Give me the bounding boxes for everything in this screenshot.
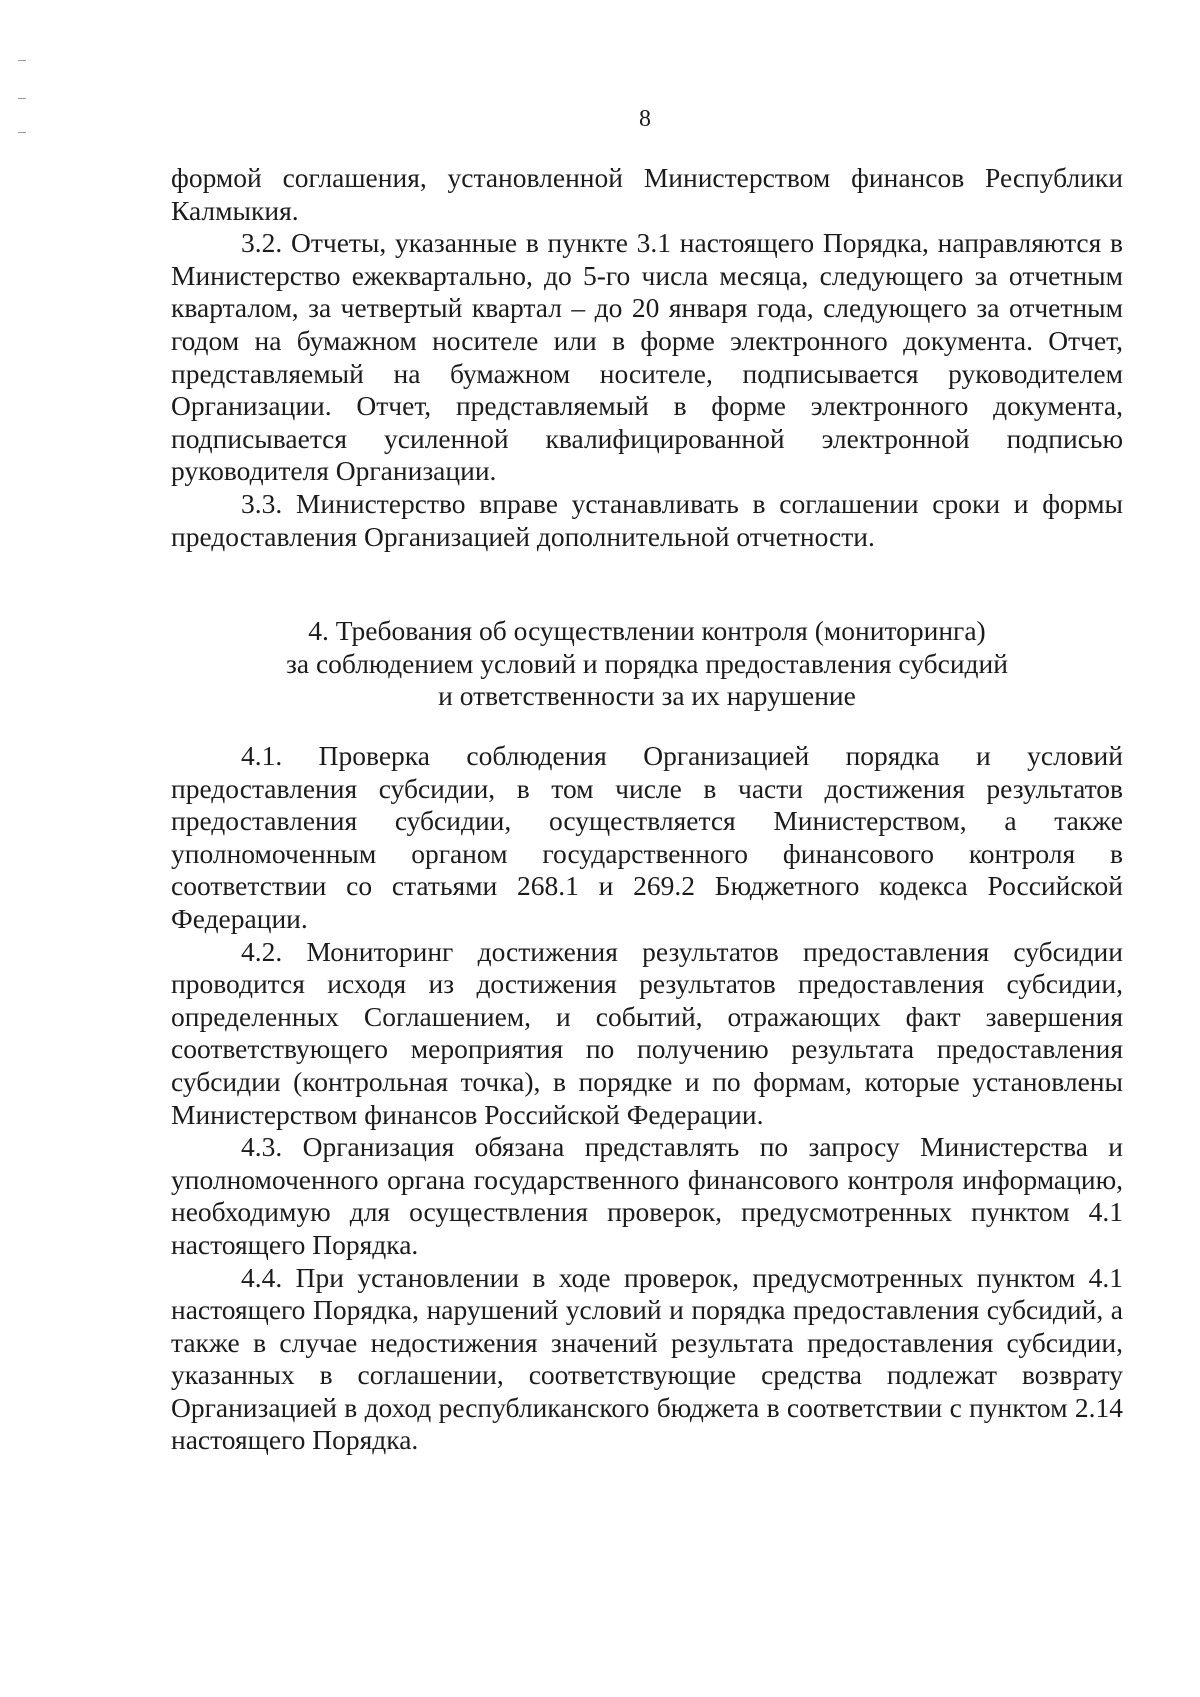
paragraph-4-2: 4.2. Мониторинг достижения результатов предоставления субсидии проводится исходя из достижения результатов предоставления субсидии, определенных Соглашением, и событий, отражающих факт завершения соответствующего мероприятия по получению результата предоставления субсидии (контрольная точка), в порядке и по формам, которые установлены Министерством финансов Российской Федерации. bbox=[171, 935, 1123, 1130]
section-4-body bbox=[171, 740, 1123, 1457]
scan-edge-mark bbox=[18, 60, 26, 61]
paragraph-3-2: 3.2. Отчеты, указанные в пункте 3.1 настоящего Порядка, направляются в Министерство ежеквартально, до 5-го числа месяца, следующего за отчетным кварталом, за четвертый квартал – до 20 января года, следующего за отчетным годом на бумажном носителе или в форме электронного документа. Отчет, представляемый на бумажном носителе, подписывается руководителем Организации. Отчет, представляемый в форме электронного документа, подписывается усиленной квалифицированной электронной подписью руководителя Организации. bbox=[171, 227, 1123, 487]
paragraph-4-4: 4.4. При установлении в ходе проверок, предусмотренных пунктом 4.1 настоящего Порядка, нарушений условий и порядка предоставления субсидий, а также в случае недостижения значений результата предоставления субсидии, указанных в соглашении, соответствующие средства подлежат возврату Организацией в доход республиканского бюджета в соответствии с пунктом 2.14 настоящего Порядка. bbox=[171, 1261, 1123, 1456]
scan-edge-mark bbox=[18, 98, 26, 99]
section-heading-line: и ответственности за их нарушение bbox=[438, 680, 856, 712]
section-heading-line: за соблюдением условий и порядка предоставления субсидий bbox=[286, 647, 1008, 679]
page-number: 8 bbox=[639, 106, 651, 132]
paragraph-3-3: 3.3. Министерство вправе устанавливать в соглашении сроки и формы предоставления Организацией дополнительной отчетности. bbox=[171, 487, 1123, 552]
section-3-continuation bbox=[171, 162, 1123, 553]
paragraph-continuation: формой соглашения, установленной Министерством финансов Республики Калмыкия. bbox=[171, 162, 1123, 226]
section-4-heading bbox=[171, 615, 1123, 713]
section-heading-line: 4. Требования об осуществлении контроля (мониторинга) bbox=[308, 615, 986, 646]
paragraph-4-1: 4.1. Проверка соблюдения Организацией порядка и условий предоставления субсидии, в том числе в части достижения результатов предоставления субсидии, осуществляется Министерством, а также уполномоченным органом государственного финансового контроля в соответствии со статьями 268.1 и 269.2 Бюджетного кодекса Российской Федерации. bbox=[171, 740, 1123, 934]
paragraph-4-3: 4.3. Организация обязана представлять по запросу Министерства и уполномоченного органа государственного финансового контроля информацию, необходимую для осуществления проверок, предусмотренных пунктом 4.1 настоящего Порядка. bbox=[171, 1131, 1123, 1260]
